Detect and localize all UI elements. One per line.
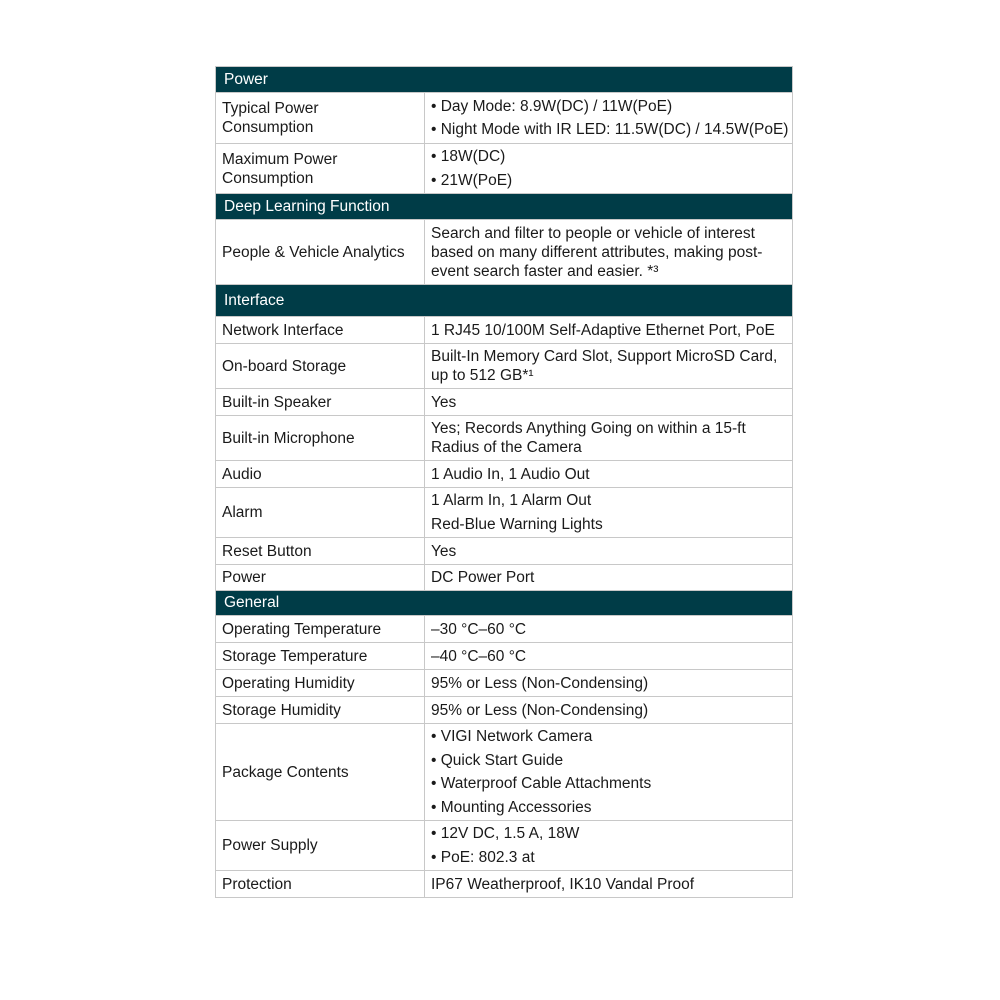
- row-label: Alarm: [216, 488, 425, 537]
- section-header-interface: [216, 285, 792, 317]
- table-row: [216, 488, 792, 538]
- table-row: [216, 643, 792, 670]
- row-value: • 12V DC, 1.5 A, 18W • PoE: 802.3 at: [431, 825, 580, 866]
- row-label: Storage Humidity: [216, 697, 425, 723]
- table-row: [216, 461, 792, 488]
- section-header-deep-learning: [216, 194, 792, 220]
- table-row: [216, 317, 792, 344]
- row-label: Built-in Microphone: [216, 416, 425, 460]
- spec-table: [215, 66, 793, 898]
- table-row: [216, 697, 792, 724]
- row-value: 1 RJ45 10/100M Self-Adaptive Ethernet Port, PoE: [431, 321, 775, 339]
- table-row: [216, 389, 792, 416]
- row-label: Power Supply: [216, 821, 425, 870]
- row-label: Typical Power Consumption: [216, 93, 425, 143]
- row-value: Yes: [431, 393, 457, 411]
- table-row: [216, 670, 792, 697]
- section-title: Interface: [224, 291, 285, 309]
- table-row: [216, 93, 792, 144]
- section-title: General: [224, 594, 280, 611]
- row-value: Search and filter to people or vehicle of interest based on many different attributes, making post- event search faster and easier. *³: [431, 224, 763, 280]
- row-label: People & Vehicle Analytics: [216, 220, 425, 284]
- row-label: Audio: [216, 461, 425, 487]
- section-header-power: [216, 67, 792, 93]
- row-label: Storage Temperature: [216, 643, 425, 669]
- table-row: [216, 565, 792, 591]
- row-value: –40 °C–60 °C: [431, 647, 527, 665]
- row-value: Yes; Records Anything Going on within a 15-ft Radius of the Camera: [431, 420, 746, 456]
- table-row: [216, 416, 792, 461]
- table-row: [216, 344, 792, 389]
- section-title: Deep Learning Function: [224, 197, 390, 215]
- section-header-general: [216, 591, 792, 616]
- row-label: Reset Button: [216, 538, 425, 564]
- table-row: [216, 538, 792, 565]
- row-label: Protection: [216, 871, 425, 897]
- row-value: 1 Alarm In, 1 Alarm Out Red-Blue Warning Lights: [431, 492, 603, 533]
- row-value: IP67 Weatherproof, IK10 Vandal Proof: [431, 875, 695, 893]
- table-row: [216, 871, 792, 897]
- row-value: Yes: [431, 542, 457, 560]
- table-row: [216, 616, 792, 643]
- table-row: [216, 144, 792, 194]
- row-label: Operating Temperature: [216, 616, 425, 642]
- row-label: Operating Humidity: [216, 670, 425, 696]
- row-label: On-board Storage: [216, 344, 425, 388]
- row-value: • Day Mode: 8.9W(DC) / 11W(PoE) • Night Mode with IR LED: 11.5W(DC) / 14.5W(PoE): [431, 97, 789, 138]
- row-value: 95% or Less (Non-Condensing): [431, 701, 649, 719]
- row-value: • VIGI Network Camera • Quick Start Guide • Waterproof Cable Attachments • Mounting Accessories: [431, 728, 652, 816]
- row-label: Built-in Speaker: [216, 389, 425, 415]
- row-value: –30 °C–60 °C: [431, 620, 527, 638]
- table-row: [216, 724, 792, 821]
- table-row: [216, 821, 792, 871]
- row-value: 95% or Less (Non-Condensing): [431, 674, 649, 692]
- row-value: DC Power Port: [431, 569, 535, 586]
- row-label: Network Interface: [216, 317, 425, 343]
- row-value: • 18W(DC) • 21W(PoE): [431, 148, 513, 189]
- row-label: Power: [216, 565, 425, 590]
- row-value: Built-In Memory Card Slot, Support MicroSD Card, up to 512 GB*¹: [431, 348, 778, 384]
- section-title: Power: [224, 70, 268, 88]
- row-label: Package Contents: [216, 724, 425, 820]
- table-row: [216, 220, 792, 285]
- row-label: Maximum Power Consumption: [216, 144, 425, 193]
- row-value: 1 Audio In, 1 Audio Out: [431, 465, 590, 483]
